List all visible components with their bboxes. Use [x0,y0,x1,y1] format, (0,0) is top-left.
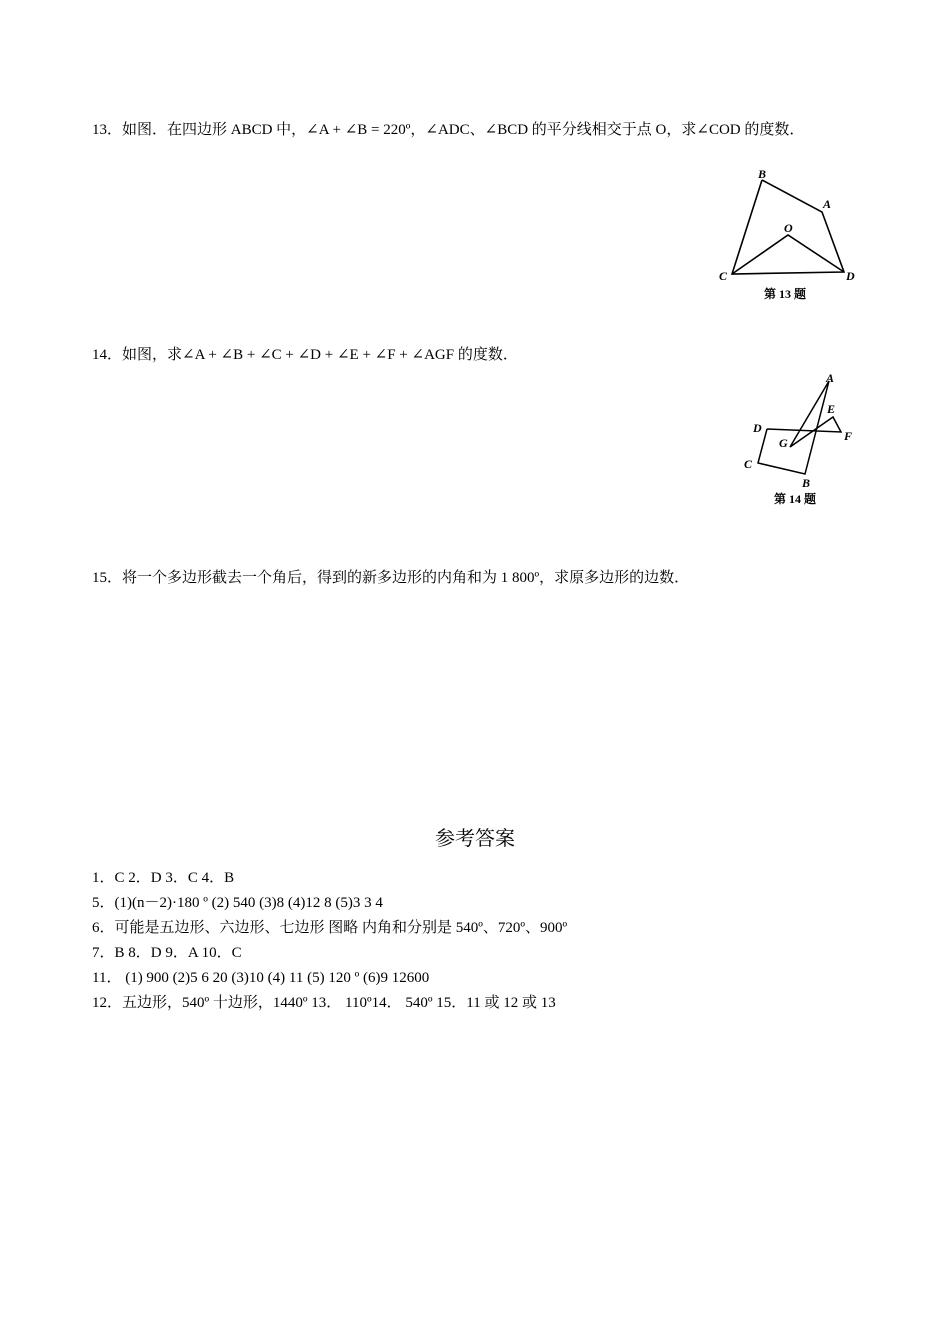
label-A: A [826,371,835,385]
bisector-lines [732,235,844,274]
answer-line: 1．C 2．D 3．C 4．B [92,870,235,886]
answers-title: 参考答案 [435,826,515,850]
question-14: 14．如图，求∠A + ∠B + ∠C + ∠D + ∠E + ∠F + ∠AGF 的度数． [92,347,518,363]
figure-14-caption: 第 14 题 [774,492,817,506]
answer-line: 12．五边形，540º 十边形，1440º 13． 110º14． 540º 15．11 或 12 或 13 [92,995,556,1011]
label-D: D [753,421,762,435]
question-13: 13．如图．在四边形 ABCD 中，∠A + ∠B = 220º，∠ADC、∠BCD 的平分线相交于点 O，求∠COD 的度数． [92,122,805,138]
answer-line: 7．B 8．D 9．A 10．C [92,945,242,961]
quadrilateral-diagram [712,165,862,305]
answer-line: 11． (1) 900 (2)5 6 20 (3)10 (4) 11 (5) 120 º (6)9 12600 [92,970,430,986]
star-polygon-diagram [738,370,858,510]
label-O: O [784,221,793,235]
figure-14 [738,370,858,510]
label-F: F [844,429,853,443]
question-15: 15．将一个多边形截去一个角后，得到的新多边形的内角和为 1 800º，求原多边形的边数． [92,570,690,586]
label-C: C [719,269,728,283]
label-E: E [827,402,836,416]
label-B: B [802,476,811,490]
label-B: B [758,167,767,181]
label-D: D [846,269,855,283]
figure-edges [758,381,841,474]
label-G: G [779,436,788,450]
answer-line: 6．可能是五边形、六边形、七边形 图略 内角和分别是 540º、720º、900º [92,920,568,936]
label-A: A [823,197,832,211]
answer-line: 5．(1)(n－2)·180 º (2) 540 (3)8 (4)12 8 (5)3 3 4 [92,895,383,911]
figure-13-caption: 第 13 题 [764,287,807,301]
figure-13 [712,165,862,305]
label-C: C [744,457,753,471]
